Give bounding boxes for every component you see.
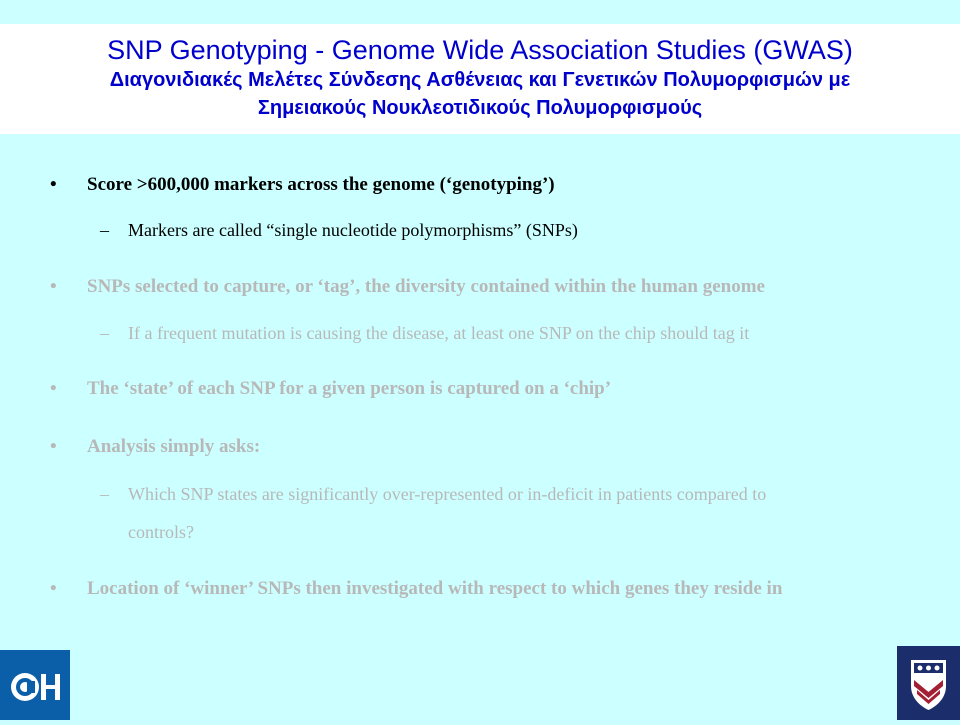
sub-bullet-marker: –: [100, 220, 109, 240]
sub-bullet-marker: –: [100, 484, 109, 504]
chop-logo-icon: [0, 650, 70, 720]
bullet-marker: •: [50, 436, 57, 457]
slide-title-box: [0, 24, 960, 134]
bullet-marker: •: [50, 174, 57, 195]
slide-subtitle-line-1: Διαγονιδιακές Μελέτες Σύνδεσης Ασθένειας και Γενετικών Πολυμορφισμών με: [109, 69, 851, 91]
penn-shield-icon: [897, 646, 960, 720]
top-band: [0, 0, 960, 24]
penn-shield-logo: [897, 646, 960, 720]
bullet-text: Score >600,000 markers across the genome (‘genotyping’): [87, 174, 555, 195]
bullet-text: Location of ‘winner’ SNPs then investigated with respect to which genes they reside in: [87, 578, 783, 599]
sub-bullet-text-line-1: Which SNP states are significantly over-represented or in-deficit in patients compared to: [128, 484, 767, 504]
sub-bullet-text: Markers are called “single nucleotide polymorphisms” (SNPs): [128, 220, 578, 240]
bullet-text: The ‘state’ of each SNP for a given person is captured on a ‘chip’: [87, 378, 612, 399]
chop-logo: [0, 650, 70, 720]
sub-bullet-marker: –: [100, 323, 109, 343]
bullet-marker: •: [50, 378, 57, 399]
sub-bullet-text-line-2: controls?: [128, 522, 194, 542]
bullet-marker: •: [50, 276, 57, 297]
sub-bullet-text: If a frequent mutation is causing the disease, at least one SNP on the chip should tag it: [128, 323, 750, 343]
slide-title: SNP Genotyping - Genome Wide Association Studies (GWAS): [107, 35, 853, 65]
slide-subtitle-line-2: Σημειακούς Νουκλεοτιδικούς Πολυμορφισμούς: [257, 97, 703, 119]
bullet-marker: •: [50, 578, 57, 599]
bullet-text: Analysis simply asks:: [87, 436, 261, 457]
bullet-text: SNPs selected to capture, or ‘tag’, the diversity contained within the human genome: [87, 276, 765, 297]
slide-body: [0, 134, 960, 650]
